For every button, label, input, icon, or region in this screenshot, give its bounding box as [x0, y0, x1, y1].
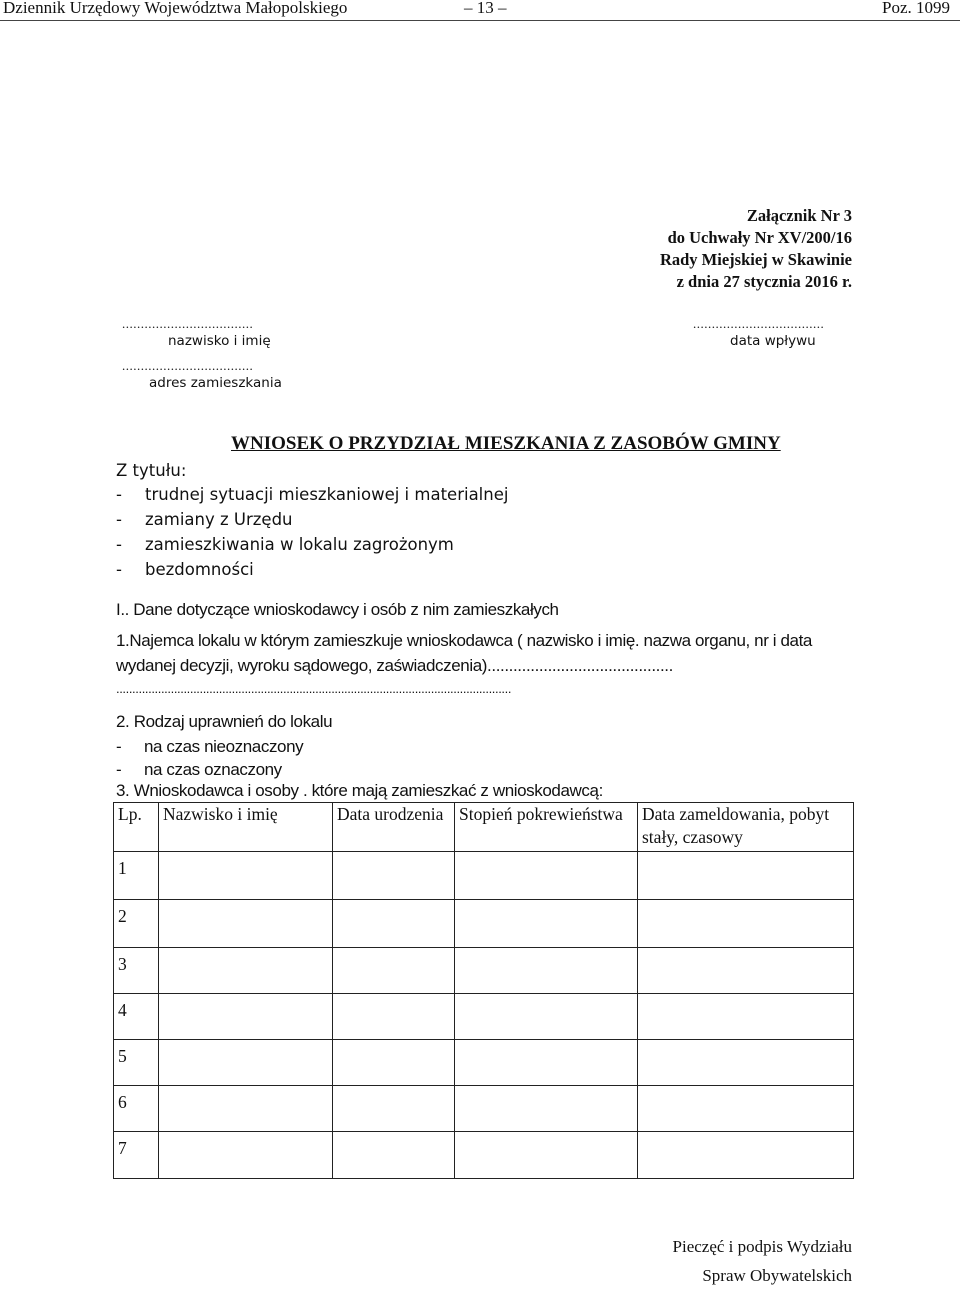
row-number: 2: [114, 900, 159, 948]
table-cell: [455, 994, 638, 1040]
table-cell: [638, 1132, 854, 1179]
journal-title: Dziennik Urzędowy Województwa Małopolskiego: [3, 0, 348, 17]
table-row: [114, 1132, 854, 1179]
table-cell: [455, 852, 638, 900]
q2-heading: 2. Rodzaj uprawnień do lokalu: [116, 712, 333, 731]
table-cell: [333, 994, 455, 1040]
table-cell: [159, 1086, 333, 1132]
table-cell: [638, 852, 854, 900]
table-cell: [638, 994, 854, 1040]
table-row: [114, 852, 854, 900]
q1-line-2: wydanej decyzji, wyroku sądowego, zaświadczenia)...........................................: [116, 656, 673, 675]
table-cell: [333, 852, 455, 900]
form-title: WNIOSEK O PRZYDZIAŁ MIESZKANIA Z ZASOBÓW GMINY: [231, 433, 781, 454]
row-number: 5: [114, 1040, 159, 1086]
address-dots: ...................................: [122, 358, 254, 373]
persons-table: [113, 802, 854, 1179]
receipt-dots: ...................................: [693, 316, 825, 331]
row-number: 7: [114, 1132, 159, 1179]
table-row: [114, 1086, 854, 1132]
row-number: 1: [114, 852, 159, 900]
table-cell: [638, 900, 854, 948]
header-cell: Data urodzenia: [333, 803, 455, 852]
table-row: [114, 1040, 854, 1086]
table-cell: [333, 948, 455, 994]
position-number: Poz. 1099: [882, 0, 950, 17]
table-cell: [159, 948, 333, 994]
basis-list: [116, 482, 508, 582]
table-cell: [455, 1086, 638, 1132]
row-number: 6: [114, 1086, 159, 1132]
table-row: [114, 994, 854, 1040]
q2-item: - na czas oznaczony: [116, 760, 282, 779]
table-cell: [455, 900, 638, 948]
address-label: adres zamieszkania: [149, 375, 282, 391]
header-cell: Lp.: [114, 803, 159, 852]
section-heading: I.. Dane dotyczące wnioskodawcy i osób z nim zamieszkałych: [116, 600, 559, 619]
table-cell: [455, 1040, 638, 1086]
q2-item: - na czas nieoznaczony: [116, 737, 304, 756]
name-label: nazwisko i imię: [168, 333, 271, 349]
table-cell: [159, 852, 333, 900]
stamp-line-2: Spraw Obywatelskich: [702, 1266, 852, 1285]
annex-line-1: Załącznik Nr 3: [746, 206, 852, 225]
annex-line-3: Rady Miejskiej w Skawinie: [659, 250, 852, 269]
header-divider: [0, 20, 960, 21]
basis-item: - zamiany z Urzędu: [116, 510, 293, 529]
table-cell: [638, 1040, 854, 1086]
basis-item: - bezdomności: [116, 560, 254, 579]
page-number: – 13 –: [464, 0, 507, 17]
q3-heading: 3. Wnioskodawca i osoby . które mają zamieszkać z wnioskodawcą:: [116, 781, 603, 800]
table-cell: [159, 1040, 333, 1086]
table-row: [114, 900, 854, 948]
stamp-signature: [673, 1232, 852, 1290]
table-header-row: [114, 803, 854, 852]
table-cell: [333, 1086, 455, 1132]
header-cell: Nazwisko i imię: [159, 803, 333, 852]
table-cell: [638, 948, 854, 994]
name-dots: ...................................: [122, 316, 254, 331]
basis-item: - trudnej sytuacji mieszkaniowej i materialnej: [116, 485, 509, 504]
table-cell: [159, 1132, 333, 1179]
basis-item: - zamieszkiwania w lokalu zagrożonym: [116, 535, 454, 554]
row-number: 3: [114, 948, 159, 994]
annex-line-2: do Uchwały Nr XV/200/16: [667, 228, 852, 247]
table-row: [114, 948, 854, 994]
table-cell: [159, 900, 333, 948]
q1-line-3: ...........................................................................................................................: [116, 681, 512, 696]
table-cell: [159, 994, 333, 1040]
table-cell: [333, 1040, 455, 1086]
stamp-line-1: Pieczęć i podpis Wydziału: [672, 1237, 852, 1256]
table-cell: [455, 1132, 638, 1179]
table-cell: [455, 948, 638, 994]
header-cell: Stopień pokrewieństwa: [455, 803, 638, 852]
header-cell: Data zameldowania, pobyt stały, czasowy: [638, 803, 854, 852]
table-cell: [333, 900, 455, 948]
table-cell: [333, 1132, 455, 1179]
q1-line-1: 1.Najemca lokalu w którym zamieszkuje wnioskodawca ( nazwisko i imię. nazwa organu, nr i data: [116, 631, 812, 650]
row-number: 4: [114, 994, 159, 1040]
receipt-label: data wpływu: [730, 333, 816, 349]
basis-heading: Z tytułu:: [116, 461, 187, 480]
annex-line-4: z dnia 27 stycznia 2016 r.: [676, 272, 852, 291]
table-cell: [638, 1086, 854, 1132]
annex-block: [660, 205, 852, 293]
